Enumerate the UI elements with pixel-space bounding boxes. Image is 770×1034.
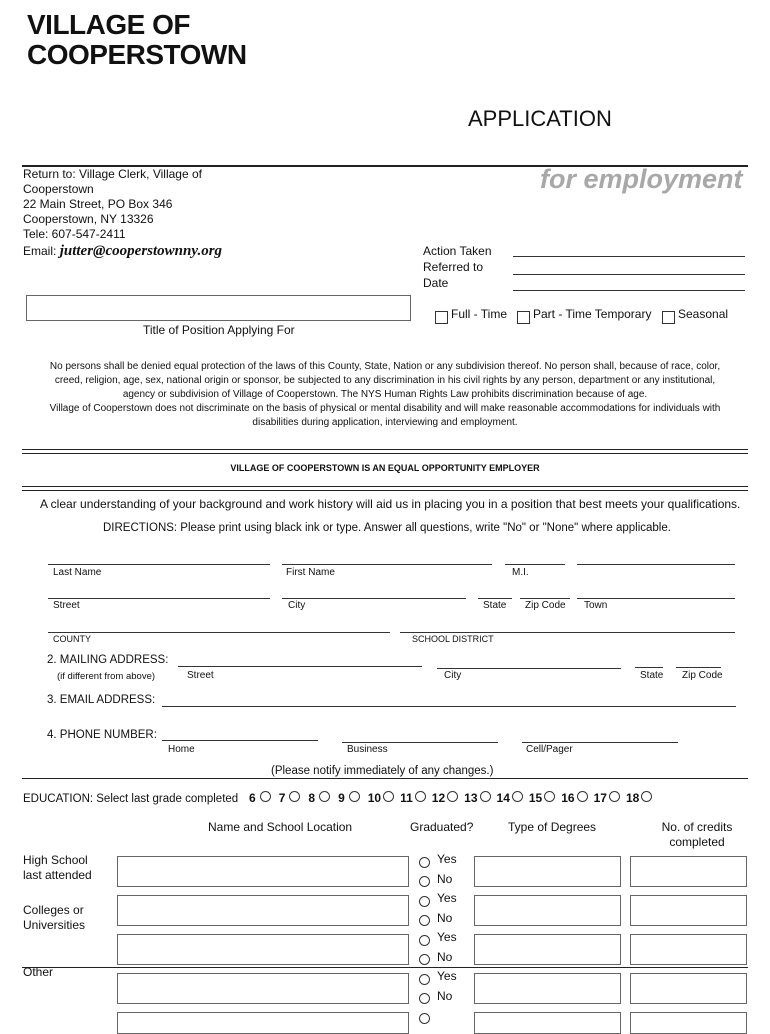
grade-option[interactable]: 12 <box>432 791 464 805</box>
city-label: City <box>288 600 306 611</box>
notice-divider-top <box>22 449 748 450</box>
grade-option[interactable]: 18 <box>626 791 652 805</box>
degree-input[interactable] <box>474 934 621 965</box>
business-label: Business <box>347 744 388 755</box>
seasonal-label: Seasonal <box>678 307 729 321</box>
home-phone-field[interactable] <box>162 740 318 741</box>
first-name-label: First Name <box>286 567 335 578</box>
email-value: jutter@cooperstownny.org <box>59 243 223 259</box>
col-name-header: Name and School Location <box>208 820 353 834</box>
mi-label: M.I. <box>512 567 529 578</box>
yes-label: Yes <box>437 852 457 866</box>
zip-field[interactable] <box>520 598 570 599</box>
mailing-street-label: Street <box>187 670 214 681</box>
yes-label: Yes <box>437 969 457 983</box>
col-graduated-header: Graduated? <box>410 820 474 834</box>
return-line: Cooperstown, NY 13326 <box>23 212 154 226</box>
grade-option[interactable]: 13 <box>464 791 496 805</box>
credits-input[interactable] <box>630 934 747 965</box>
return-line: Tele: 607-547-2411 <box>23 227 126 241</box>
school-name-input[interactable] <box>117 856 409 887</box>
notice-line: creed, religion, age, sex, national origin or sponsor, be subjected to any discrimination in his civil rights by any person, department or any institutional, <box>54 375 716 386</box>
grade-option[interactable]: 10 <box>368 791 400 805</box>
grade-option[interactable]: 7 <box>279 791 309 805</box>
colleges-label: Colleges or Universities <box>23 903 86 932</box>
mailing-address-label: 2. MAILING ADDRESS: <box>47 654 169 666</box>
grade-option[interactable]: 8 <box>308 791 338 805</box>
phone-number-label: 4. PHONE NUMBER: <box>47 729 157 741</box>
return-email <box>23 244 253 259</box>
mailing-state-label: State <box>640 670 664 681</box>
graduated-yes-radio[interactable] <box>419 1013 430 1024</box>
other-divider <box>22 967 748 968</box>
action-taken-field[interactable] <box>513 256 745 257</box>
education-divider <box>22 778 748 779</box>
graduated-yes-radio[interactable] <box>419 974 430 985</box>
mailing-zip-field[interactable] <box>676 667 721 668</box>
school-name-input[interactable] <box>117 934 409 965</box>
grade-option[interactable]: 6 <box>249 791 279 805</box>
full-time-checkbox[interactable] <box>435 311 448 324</box>
eoe-statement: VILLAGE OF COOPERSTOWN IS AN EQUAL OPPORTUNITY EMPLOYER <box>230 463 540 473</box>
grade-option[interactable]: 14 <box>497 791 529 805</box>
degree-input[interactable] <box>474 1012 621 1034</box>
zip-label: Zip Code <box>525 600 566 611</box>
first-name-field[interactable] <box>282 564 492 565</box>
credits-input[interactable] <box>630 856 747 887</box>
credits-input[interactable] <box>630 1012 747 1034</box>
home-label: Home <box>168 744 195 755</box>
credits-input[interactable] <box>630 895 747 926</box>
return-line: 22 Main Street, PO Box 346 <box>23 197 173 211</box>
no-label: No <box>437 872 453 886</box>
mailing-sub-label: (if different from above) <box>57 671 156 682</box>
yes-label: Yes <box>437 891 457 905</box>
extra-name-field[interactable] <box>577 564 735 565</box>
eoe-divider-2 <box>22 490 748 491</box>
school-district-label: SCHOOL DISTRICT <box>412 634 494 644</box>
business-phone-field[interactable] <box>342 742 498 743</box>
degree-input[interactable] <box>474 973 621 1004</box>
street-label: Street <box>53 600 80 611</box>
county-field[interactable] <box>48 632 390 633</box>
school-name-input[interactable] <box>117 973 409 1004</box>
degree-input[interactable] <box>474 895 621 926</box>
notice-line: agency or subdivision of Village of Cooperstown. The NYS Human Rights Law prohibits discrimination because of age. <box>122 389 648 400</box>
full-time-label: Full - Time <box>451 307 508 321</box>
non-discrimination-notice <box>22 360 748 430</box>
mailing-city-label: City <box>444 670 462 681</box>
part-time-label: Part - Time Temporary <box>533 307 652 321</box>
email-label: Email: <box>23 244 60 258</box>
school-name-input[interactable] <box>117 1012 409 1034</box>
col-degree-header: Type of Degrees <box>508 820 597 834</box>
grade-option[interactable]: 15 <box>529 791 561 805</box>
email-address-field[interactable] <box>162 706 736 707</box>
no-label: No <box>437 950 453 964</box>
return-line: Cooperstown <box>23 182 94 196</box>
referred-to-label: Referred to <box>423 260 484 274</box>
graduated-yes-radio[interactable] <box>419 857 430 868</box>
organization-title <box>27 10 247 70</box>
school-name-input[interactable] <box>117 895 409 926</box>
org-line-2: COOPERSTOWN <box>27 39 247 70</box>
other-label: Other <box>23 965 54 979</box>
notice-line: Village of Cooperstown does not discriminate on the basis of physical or mental disability and will make reasonable accommodations for individuals with <box>49 403 721 414</box>
return-line: Return to: Village Clerk, Village of <box>23 167 202 181</box>
col-credits-header: No. of credits completed <box>661 820 733 849</box>
graduated-no-radio[interactable] <box>419 993 430 1004</box>
return-address <box>23 167 253 259</box>
graduated-no-radio[interactable] <box>419 915 430 926</box>
referred-to-field[interactable] <box>513 274 745 275</box>
graduated-no-radio[interactable] <box>419 954 430 965</box>
last-name-label: Last Name <box>53 567 102 578</box>
yes-label: Yes <box>437 930 457 944</box>
mailing-state-field[interactable] <box>635 667 663 668</box>
date-label: Date <box>423 276 449 290</box>
street-field[interactable] <box>48 598 270 599</box>
action-taken-label: Action Taken <box>423 244 492 258</box>
county-label: COUNTY <box>53 634 91 644</box>
no-label: No <box>437 911 453 925</box>
grade-options <box>249 791 652 805</box>
mi-field[interactable] <box>505 564 565 565</box>
for-employment-heading: for employment <box>540 164 743 194</box>
notify-text: (Please notify immediately of any changes.) <box>271 765 494 777</box>
notice-line: disabilities during application, interviewing and employment. <box>252 417 518 428</box>
directions-text: DIRECTIONS: Please print using black ink or type. Answer all questions, write "No" or "None" where applicable. <box>103 522 671 534</box>
grade-option[interactable]: 17 <box>594 791 626 805</box>
position-title-label: Title of Position Applying For <box>143 323 295 337</box>
date-field[interactable] <box>513 290 745 291</box>
school-district-field[interactable] <box>400 632 735 633</box>
position-title-input[interactable] <box>26 295 411 321</box>
grade-option[interactable]: 16 <box>561 791 593 805</box>
credits-input[interactable] <box>630 973 747 1004</box>
state-field[interactable] <box>478 598 512 599</box>
city-field[interactable] <box>282 598 466 599</box>
org-line-1: VILLAGE OF <box>27 9 190 40</box>
grade-option[interactable]: 9 <box>338 791 368 805</box>
application-heading: APPLICATION <box>468 106 612 131</box>
graduated-yes-radio[interactable] <box>419 896 430 907</box>
grade-option[interactable]: 11 <box>400 791 432 805</box>
graduated-no-radio[interactable] <box>419 876 430 887</box>
mailing-city-field[interactable] <box>437 668 621 669</box>
degree-input[interactable] <box>474 856 621 887</box>
state-label: State <box>483 600 507 611</box>
education-label: EDUCATION: Select last grade completed <box>23 793 239 805</box>
mailing-street-field[interactable] <box>178 666 422 667</box>
intro-text: A clear understanding of your background and work history will aid us in placing you in a position that best meets your qualifications. <box>40 497 741 511</box>
mailing-zip-label: Zip Code <box>682 670 723 681</box>
email-address-label: 3. EMAIL ADDRESS: <box>47 694 156 706</box>
high-school-label: High School last attended <box>23 853 92 882</box>
office-use <box>423 243 492 291</box>
eoe-divider <box>22 486 748 487</box>
no-label: No <box>437 989 453 1003</box>
last-name-field[interactable] <box>48 564 270 565</box>
cell-label: Cell/Pager <box>526 744 573 755</box>
part-time-checkbox[interactable] <box>517 311 530 324</box>
town-label: Town <box>584 600 608 611</box>
graduated-yes-radio[interactable] <box>419 935 430 946</box>
town-field[interactable] <box>577 598 735 599</box>
seasonal-checkbox[interactable] <box>662 311 675 324</box>
notice-line: No persons shall be denied equal protection of the laws of this County, State, Nation or any subdivision thereof. No person shall, because of race, color, <box>49 361 721 372</box>
cell-phone-field[interactable] <box>522 742 678 743</box>
notice-divider-top-2 <box>22 453 748 454</box>
